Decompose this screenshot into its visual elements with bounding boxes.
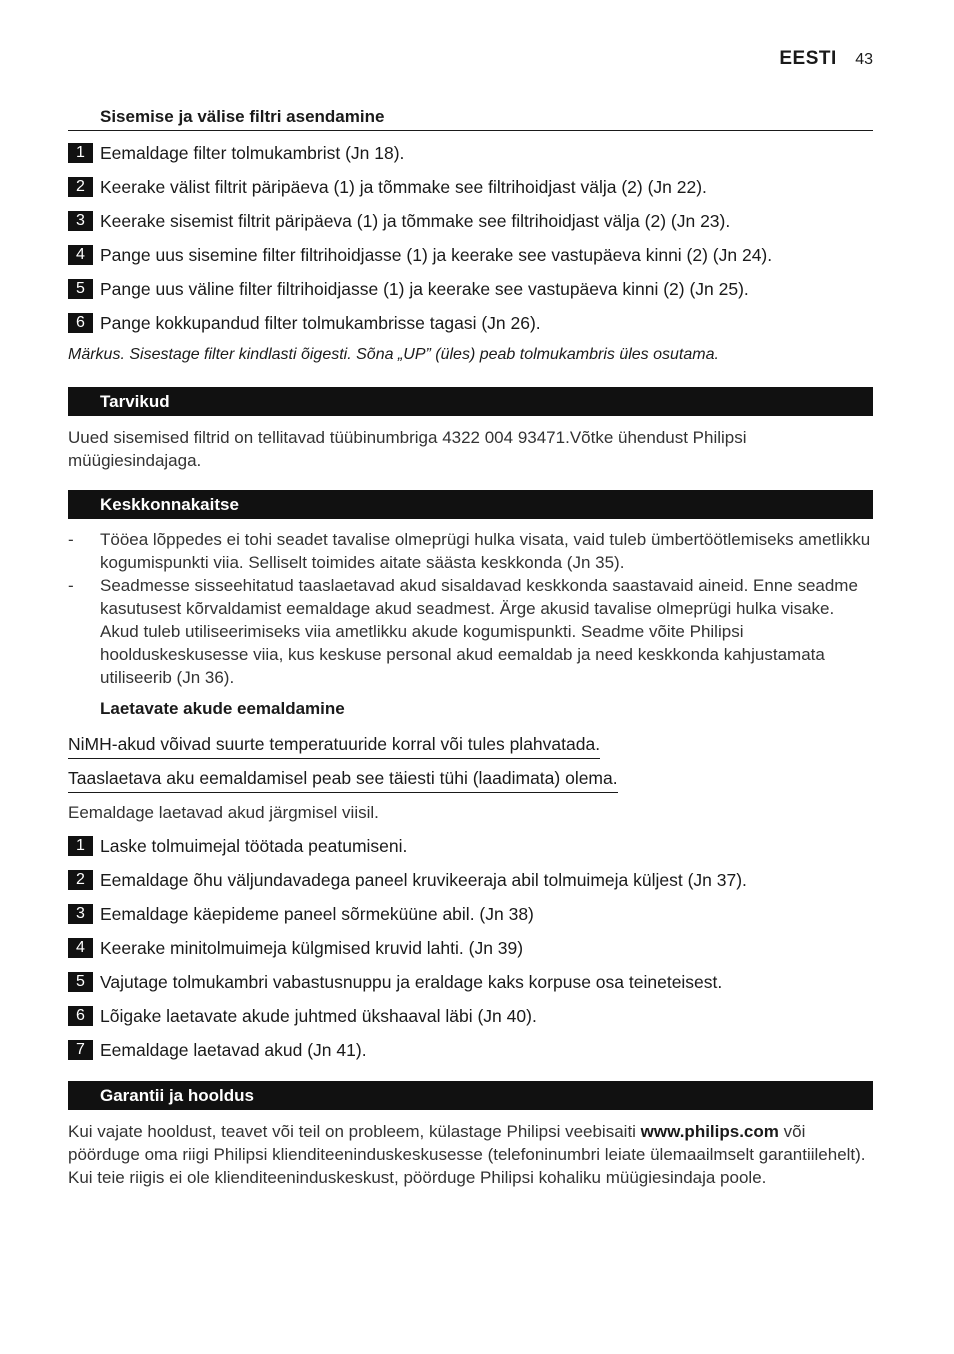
warranty-text: Kui vajate hooldust, teavet või teil on probleem, külastage Philipsi veebisaiti www.philips.com või pöörduge oma riigi Philipsi klienditeeninduskeskusesse (telefoninumbri leiate ülemaailmselt garantiilehelt). Kui teie riigis ei ole klienditeeninduskeskust, pöörduge Philipsi kohaliku müügiesindaja poole. [68,1122,866,1187]
step-number: 1 [68,836,93,856]
list-item: - Seadmesse sisseehitatud taaslaetavad akud sisaldavad keskkonda saastavaid aineid. Enne seadme kasutusest kõrvaldamist eemaldage akud seadmest. Ärge akusid tavalise olmeprügi hulka visake. Akud tuleb utiliseerimiseks viia ametlikku akude kogumispunkti. Seadme võite Philipsi hoolduskeskusesse viia, kus keskuse personal akud eemaldab ja need keskkonda kahjustamata utiliseerib (Jn 36). [68,576,858,687]
step-number: 3 [68,211,93,231]
step-text: Lõigake laetavate akude juhtmed ükshaaval läbi (Jn 40). [100,1006,537,1026]
filter-note: Märkus. Sisestage filter kindlasti õigesti. Sõna „UP” (üles) peab tolmukambris üles osutama. [68,346,719,363]
step-number: 2 [68,177,93,197]
step-text: Eemaldage käepideme paneel sõrmeküüne abil. (Jn 38) [100,904,534,924]
philips-website-link[interactable]: www.philips.com [640,1122,779,1141]
step-number: 4 [68,245,93,265]
step-number: 6 [68,1006,93,1026]
step-text: Laske tolmuimejal töötada peatumiseni. [100,836,408,856]
step-text: Pange uus väline filter filtrihoidjasse (1) ja keerake see vastupäeva kinni (2) (Jn 25). [100,279,749,299]
step-number: 4 [68,938,93,958]
environment-list [68,528,873,689]
bullet-text: Tööea lõppedes ei tohi seadet tavalise olmeprügi hulka visata, vaid tuleb ümbertöötlemiseks ametlikku kogumispunkti viia. Selliselt toimides aitate säästa keskkonda (Jn 35). [100,530,871,572]
step-number: 7 [68,1040,93,1060]
page-header [0,48,873,70]
filter-replacement-heading: Sisemise ja välise filtri asendamine [68,107,873,131]
list-item: - Tööea lõppedes ei tohi seadet tavalise olmeprügi hulka visata, vaid tuleb ümbertöötlemiseks ametlikku kogumispunkti viia. Selliselt toimides aitate säästa keskkonda (Jn 35). [68,530,871,572]
warning-text: NiMH-akud võivad suurte temperatuuride korral või tules plahvatada. [68,733,600,759]
accessories-section-title: Tarvikud [68,387,873,416]
battery-removal-heading: Laetavate akude eemaldamine [100,699,345,718]
step-text: Keerake minitolmuimeja külgmised kruvid lahti. (Jn 39) [100,938,524,958]
step-number: 3 [68,904,93,924]
step-number: 5 [68,972,93,992]
bullet-text: Seadmesse sisseehitatud taaslaetavad akud sisaldavad keskkonda saastavaid aineid. Enne seadme kasutusest kõrvaldamist eemaldage akud seadmest. Ärge akusid tavalise olmeprügi hulka visake. Akud tuleb utiliseerimiseks viia ametlikku akude kogumispunkti. Seadme võite Philipsi hoolduskeskusesse viia, kus keskuse personal akud eemaldab ja need keskkonda kahjustamata utiliseerib (Jn 36). [100,576,858,687]
step-text: Pange kokkupandud filter tolmukambrisse tagasi (Jn 26). [100,313,541,333]
step-text: Vajutage tolmukambri vabastusnuppu ja eraldage kaks korpuse osa teineteisest. [100,972,723,992]
step-text: Eemaldage laetavad akud (Jn 41). [100,1040,367,1060]
step-number: 5 [68,279,93,299]
step-number: 2 [68,870,93,890]
warning-text: Taaslaetava aku eemaldamisel peab see täiesti tühi (laadimata) olema. [68,767,618,793]
page-number: 43 [855,51,873,68]
environment-section-title: Keskkonnakaitse [68,490,873,519]
language-label: EESTI [779,48,837,69]
accessories-text: Uued sisemised filtrid on tellitavad tüübinumbriga 4322 004 93471.Võtke ühendust Philipsi müügiesindajaga. [68,428,747,470]
battery-removal-intro: Eemaldage laetavad akud järgmisel viisil. [68,803,379,822]
warranty-section-title: Garantii ja hooldus [68,1081,873,1110]
step-text: Keerake sisemist filtrit päripäeva (1) ja tõmmake see filtrihoidjast välja (2) (Jn 23). [100,211,731,231]
step-text: Keerake välist filtrit päripäeva (1) ja tõmmake see filtrihoidjast välja (2) (Jn 22). [100,177,707,197]
step-number: 6 [68,313,93,333]
step-text: Eemaldage filter tolmukambrist (Jn 18). [100,143,405,163]
step-text: Pange uus sisemine filter filtrihoidjasse (1) ja keerake see vastupäeva kinni (2) (Jn 24). [100,245,773,265]
step-number: 1 [68,143,93,163]
step-text: Eemaldage õhu väljundavadega paneel kruvikeeraja abil tolmuimeja küljest (Jn 37). [100,870,747,890]
